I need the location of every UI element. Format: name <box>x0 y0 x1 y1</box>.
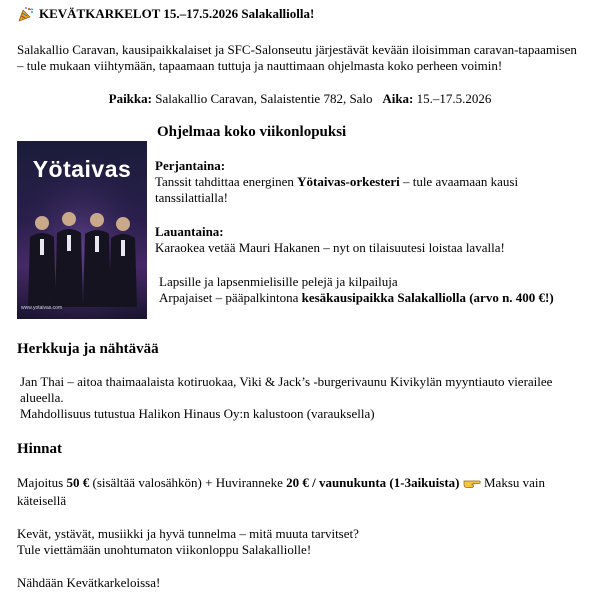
friday-text-post: – tule avaamaan kausi tanssilattialla! <box>155 174 519 205</box>
friday-block <box>155 158 575 206</box>
place-label: Paikka: <box>108 91 152 106</box>
place-time-line <box>0 91 600 107</box>
friday-text-bold: Yötaivas-orkesteri <box>297 174 400 189</box>
prices-heading: Hinnat <box>17 441 63 457</box>
lottery-text-pre: Arpajaiset – pääpalkintona <box>159 290 302 305</box>
place-value: Salakallio Caravan, Salaistentie 782, Salo <box>155 91 373 106</box>
closing-line-3: Nähdään Kevätkarkeloissa! <box>17 575 161 590</box>
time-label: Aika: <box>382 91 414 106</box>
party-popper-icon <box>17 6 35 22</box>
lottery-text-bold: kesäkausipaikka Salakalliolla (arvo n. 400 €!) <box>301 290 554 305</box>
saturday-label: Lauantaina: <box>155 224 224 239</box>
wristband-price: 20 € / vaunukunta (1-3aikuista) <box>286 475 460 490</box>
food-heading: Herkkuja ja nähtävää <box>17 341 159 357</box>
closing-line-2: Tule viettämään unohtumaton viikonloppu Salakalliolle! <box>17 542 312 557</box>
food-block <box>17 374 560 422</box>
friday-text-pre: Tanssit tahdittaa energinen <box>155 174 298 189</box>
prices-block <box>17 475 582 509</box>
prices-pre: Majoitus <box>17 475 67 490</box>
prices-mid: (sisältää valosähkön) + Huviranneke <box>89 475 287 490</box>
closing-block <box>17 526 577 558</box>
pointing-hand-icon <box>463 476 481 493</box>
saturday-block <box>155 224 575 256</box>
extras-block <box>155 274 577 306</box>
intro-paragraph: Salakallio Caravan, kausipaikkalaiset ja SFC-Salonseutu järjestävät kevään iloisimman caravan-tapaamisen – tule mukaan viihtymään, tapaamaan tuttuja ja nauttimaan ohjelmasta koko perheen voimin! <box>17 42 577 73</box>
program-heading: Ohjelmaa koko viikonlopuksi <box>157 124 347 140</box>
poster-footer: www.yotaivas.com <box>21 305 63 311</box>
band-poster-image <box>17 141 147 319</box>
accommodation-price: 50 € <box>66 475 90 490</box>
friday-label: Perjantaina: <box>155 158 226 173</box>
time-value: 15.–17.5.2026 <box>416 91 492 106</box>
flyer-title: KEVÄTKARKELOT 15.–17.5.2026 Salakalliolla! <box>39 6 315 21</box>
prices-post: Maksu vain käteisellä <box>17 475 546 508</box>
saturday-text: Karaokea vetää Mauri Hakanen – nyt on tilaisuutesi loistaa lavalla! <box>155 240 505 255</box>
flyer-title-row <box>17 6 314 22</box>
food-line-1: Jan Thai – aitoa thaimaalaista kotiruokaa, Viki & Jack’s -burgerivaunu Kivikylän myyntiauto vierailee alueella. <box>20 374 553 405</box>
closing-line-1: Kevät, ystävät, musiikki ja hyvä tunnelma – mitä muuta tarvitset? <box>17 526 359 541</box>
kids-text: Lapsille ja lapsenmielisille pelejä ja kilpailuja <box>159 274 398 289</box>
food-line-2: Mahdollisuus tutustua Halikon Hinaus Oy:n kalustoon (varauksella) <box>20 406 375 421</box>
poster-title: Yötaivas <box>32 156 132 182</box>
